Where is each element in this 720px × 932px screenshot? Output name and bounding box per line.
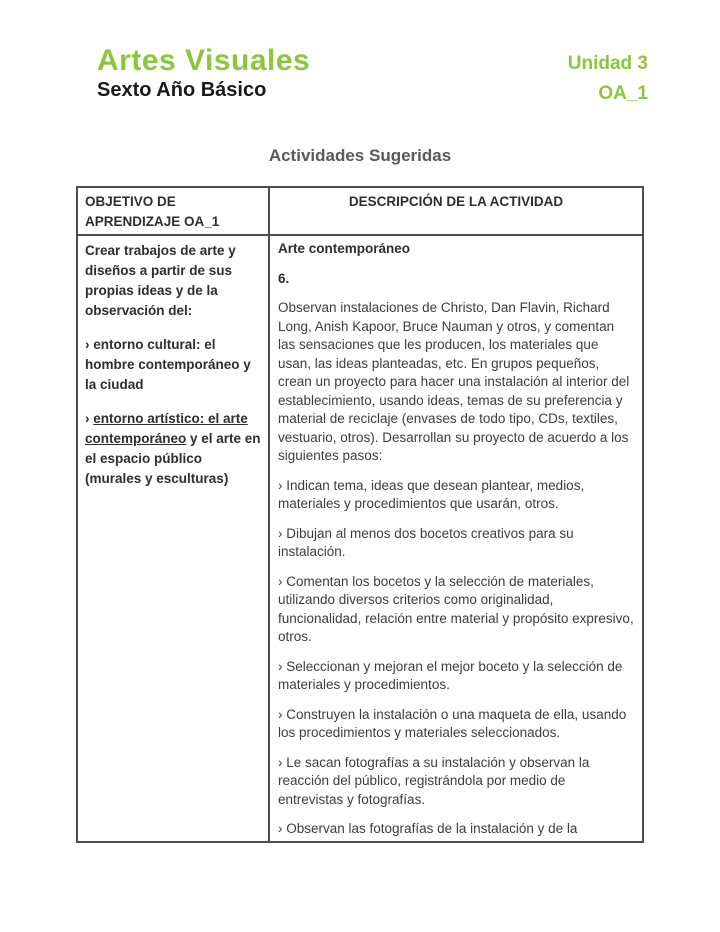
actividad-step: › Comentan los bocetos y la selección de materiales, utilizando diversos criterios como originalidad, funcionalidad, relación entre material y propósito expresivo, otros. [278,573,634,644]
objetivo-header-cell: OBJETIVO DE APRENDIZAJE OA_1 [78,188,270,234]
objetivo-bullet-cultural: › entorno cultural: el hombre contemporáneo y la ciudad [85,337,251,392]
bullet-rest-text: y el arte en el espacio público (murales y esculturas) [85,431,261,486]
objetivo-cell [78,236,270,843]
table-body-row [78,236,642,843]
actividad-step: › Dibujan al menos dos bocetos creativos para su instalación. [278,525,574,559]
actividad-cell [270,236,642,843]
unit-label: Unidad 3 [567,53,648,74]
page-title: Actividades Sugeridas [268,146,452,165]
bullet-underlined-text: entorno artístico: el arte contemporáneo [85,411,248,446]
table-header-row [78,188,642,236]
descripcion-header-cell: DESCRIPCIÓN DE LA ACTIVIDAD [348,194,564,209]
doc-header-unit [568,52,648,106]
actividad-step: › Indican tema, ideas que desean plantear, medios, materiales y procedimientos que usarán, otros. [278,477,585,511]
actividad-intro: Observan instalaciones de Christo, Dan Flavin, Richard Long, Anish Kapoor, Bruce Nauman y otros, y comentan las sensaciones que les producen, los materiales que usan, las ideas planteadas, etc. En grupos pequeños, crean un proyecto para hacer una instalación al interior del establecimiento, usando ideas, temas de su preferencia y material de reciclaje (envases de todo tipo, CDs, textiles, vestuario, otros). Desarrollan su proyecto de acuerdo a los siguientes pasos: [278,300,630,463]
grade-subtitle: Sexto Año Básico [97,79,267,101]
objetivo-intro: Crear trabajos de arte y diseños a partir de sus propias ideas y de la observación del: [85,243,236,318]
actividad-step: › Observan las fotografías de la instalación y de la [278,821,578,836]
oa-label: OA_1 [598,83,648,104]
objetivo-bullet-artistico [85,409,261,489]
actividad-step: › Le sacan fotografías a su instalación y observan la reacción del público, registrándola por medio de entrevistas y fotografías. [278,754,590,807]
subject-title: Artes Visuales [97,44,311,77]
actividad-step: › Construyen la instalación o una maqueta de ella, usando los procedimientos y materiales seleccionados. [278,706,627,740]
activities-table [76,186,644,843]
doc-header [97,44,310,102]
bullet-prefix: › [85,411,94,426]
actividad-step: › Seleccionan y mejoran el mejor boceto y la selección de materiales y procedimientos. [278,658,623,692]
actividad-title: Arte contemporáneo [278,241,411,256]
actividad-number: 6. [278,270,290,286]
